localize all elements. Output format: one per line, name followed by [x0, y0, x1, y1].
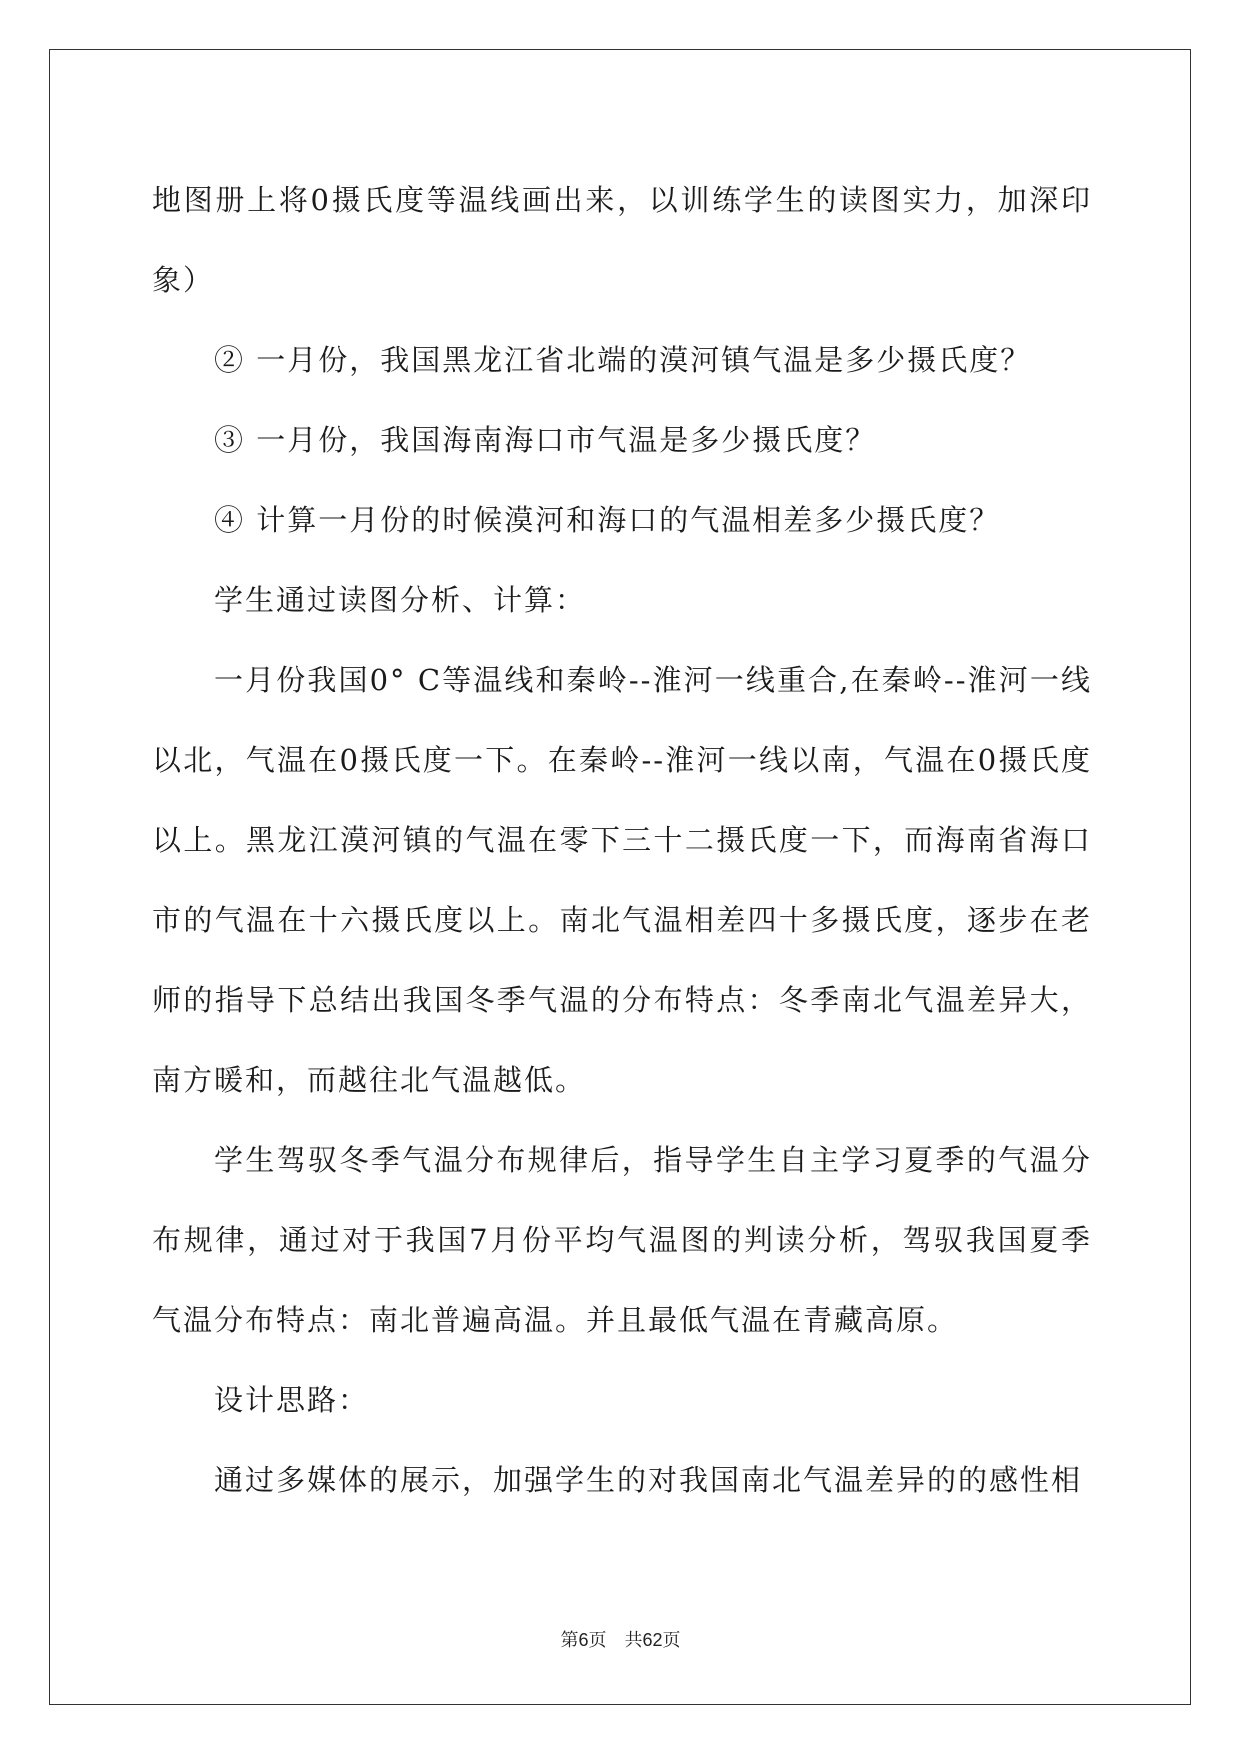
paragraph-8: 设计思路：	[214, 1383, 370, 1417]
paragraph-2: ② 一月份，我国黑龙江省北端的漠河镇气温是多少摄氏度？	[214, 343, 1032, 377]
paragraph-9: 通过多媒体的展示，加强学生的对我国南北气温差异的的感性相	[214, 1463, 1083, 1497]
footer-prefix: 第	[560, 1630, 579, 1651]
paragraph-1: 地图册上将0摄氏度等温线画出来，以训练学生的读图实力，加深印象）	[152, 183, 1092, 297]
paragraph-3: ③ 一月份，我国海南海口市气温是多少摄氏度？	[214, 423, 877, 457]
footer-suffix: 页	[662, 1630, 681, 1651]
page-number: 6	[578, 1630, 589, 1650]
footer-middle: 页 共	[588, 1630, 643, 1651]
page-footer	[0, 1626, 1241, 1652]
paragraph-5: 学生通过读图分析、计算：	[214, 583, 587, 617]
total-pages: 62	[642, 1630, 663, 1650]
paragraph-7: 学生驾驭冬季气温分布规律后，指导学生自主学习夏季的气温分布规律，通过对于我国7月份平均气温图的判读分析，驾驭我国夏季气温分布特点：南北普遍高温。并且最低气温在青藏高原。	[152, 1143, 1092, 1337]
paragraph-4: ④ 计算一月份的时候漠河和海口的气温相差多少摄氏度？	[214, 503, 1001, 537]
paragraph-6: 一月份我国0° C等温线和秦岭--淮河一线重合,在秦岭--淮河一线以北，气温在0摄氏度一下。在秦岭--淮河一线以南，气温在0摄氏度以上。黑龙江漠河镇的气温在零下三十二摄氏度一下，而海南省海口市的气温在十六摄氏度以上。南北气温相差四十多摄氏度，逐步在老师的指导下总结出我国冬季气温的分布特点：冬季南北气温差异大，南方暖和，而越往北气温越低。	[152, 663, 1092, 1097]
document-body	[152, 160, 1092, 1520]
